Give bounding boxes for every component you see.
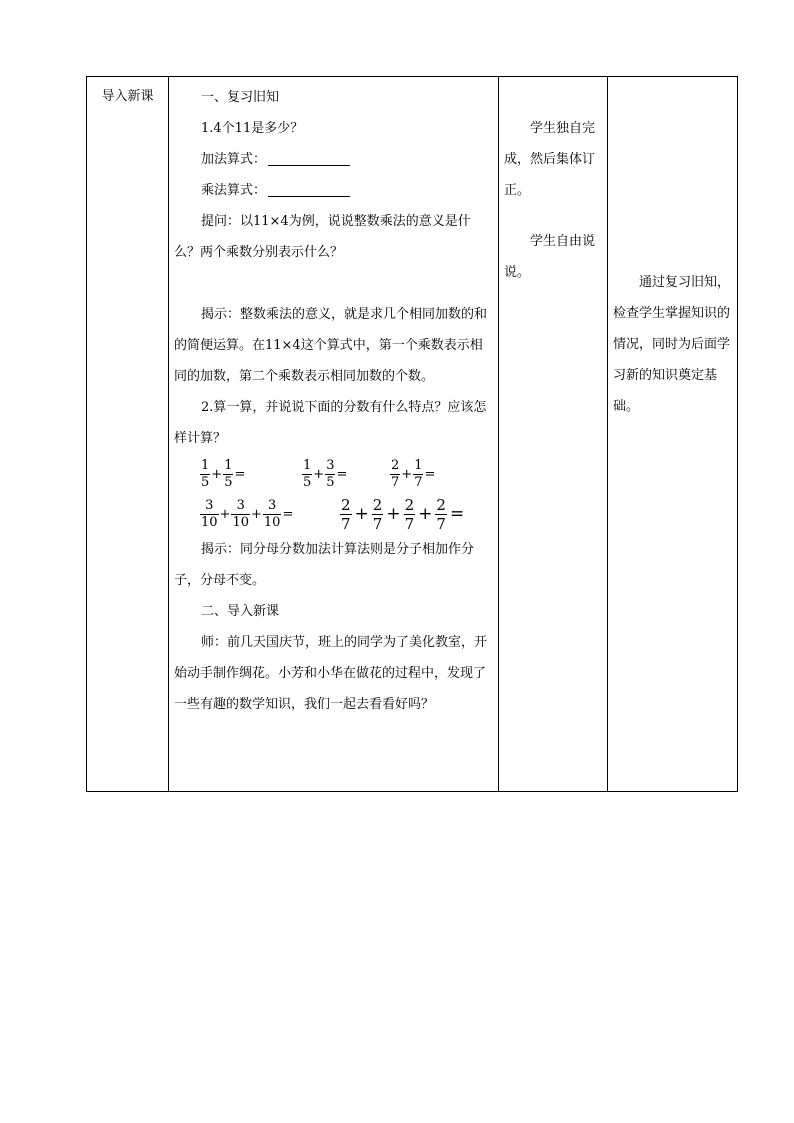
fraction-row-2 [174, 494, 494, 534]
fraction: $\frac{2}{7}$ [391, 457, 400, 490]
fraction: $\frac{2}{7}$ [404, 495, 415, 533]
activity-2: 学生自由说说。 [504, 234, 596, 280]
fraction: $\frac{2}{7}$ [372, 495, 383, 533]
fraction: $\frac{3}{5}$ [326, 457, 335, 490]
fraction: $\frac{1}{5}$ [303, 457, 312, 490]
spacer [174, 268, 494, 299]
student-activity-cell [499, 77, 608, 792]
content-cell [169, 77, 499, 792]
multiplication-label: 乘法算式： [201, 183, 267, 198]
table-row [87, 77, 738, 792]
stage-cell [87, 77, 169, 792]
section2-title: 二、导入新课 [201, 604, 280, 619]
fraction: $\frac{2}{7}$ [436, 495, 446, 533]
fraction: $\frac{1}{5}$ [201, 457, 210, 490]
fraction-expression-5: $\frac{2}{7}$ + $\frac{2}{7}$ + $\frac{2}{7}$ + $\frac{2}{7}$ = [341, 495, 465, 533]
design-intent-cell [608, 77, 738, 792]
fraction: $\frac{3}{10}$ [201, 497, 218, 530]
fraction-expression-1: $\frac{1}{5}$ + $\frac{1}{5}$ = [201, 457, 246, 490]
activity-1: 学生独自完成，然后集体订正。 [504, 121, 596, 198]
addition-label: 加法算式： [201, 152, 267, 167]
lesson-plan-table [86, 76, 738, 792]
multiplication-line [174, 175, 494, 206]
fraction-row-1 [174, 454, 494, 494]
reveal-2: 揭示：同分母分数加法计算法则是分子相加作分子，分母不变。 [174, 542, 475, 588]
fraction: $\frac{1}{7}$ [414, 457, 423, 490]
fraction: $\frac{3}{10}$ [263, 497, 281, 530]
question-1: 1.4个11是多少？ [201, 121, 304, 136]
teacher-line: 师：前几天国庆节，班上的同学为了美化教室，开始动手制作绸花。小芳和小华在做花的过程中，发现了一些有趣的数学知识，我们一起去看看好吗？ [174, 635, 488, 712]
stage-label: 导入新课 [101, 89, 154, 104]
fraction-expression-3: $\frac{2}{7}$ + $\frac{1}{7}$ = [391, 457, 436, 490]
fraction: $\frac{2}{7}$ [341, 495, 351, 533]
fraction: $\frac{3}{10}$ [232, 497, 249, 530]
addition-line [174, 144, 494, 175]
question-prompt: 提问：以11×4为例，说说整数乘法的意义是什么？两个乘数分别表示什么？ [174, 214, 471, 260]
addition-blank [268, 151, 350, 166]
section1-title: 一、复习旧知 [201, 90, 280, 105]
fraction: $\frac{1}{5}$ [224, 457, 233, 490]
fraction-expression-2: $\frac{1}{5}$ + $\frac{3}{5}$ = [303, 457, 348, 490]
fraction-expression-4: $\frac{3}{10}$ + $\frac{3}{10}$ + $\frac{3}{10}$ = [201, 497, 294, 530]
question-2: 2.算一算，并说说下面的分数有什么特点？应该怎样计算？ [174, 400, 487, 446]
reveal-1: 揭示：整数乘法的意义，就是求几个相同加数的和的简便运算。在11×4这个算式中，第一个乘数表示相同的加数，第二个乘数表示相同加数的个数。 [174, 307, 488, 384]
multiplication-blank [268, 182, 350, 197]
design-intent-text: 通过复习旧知，检查学生掌握知识的情况，同时为后面学习新的知识奠定基础。 [613, 275, 731, 414]
